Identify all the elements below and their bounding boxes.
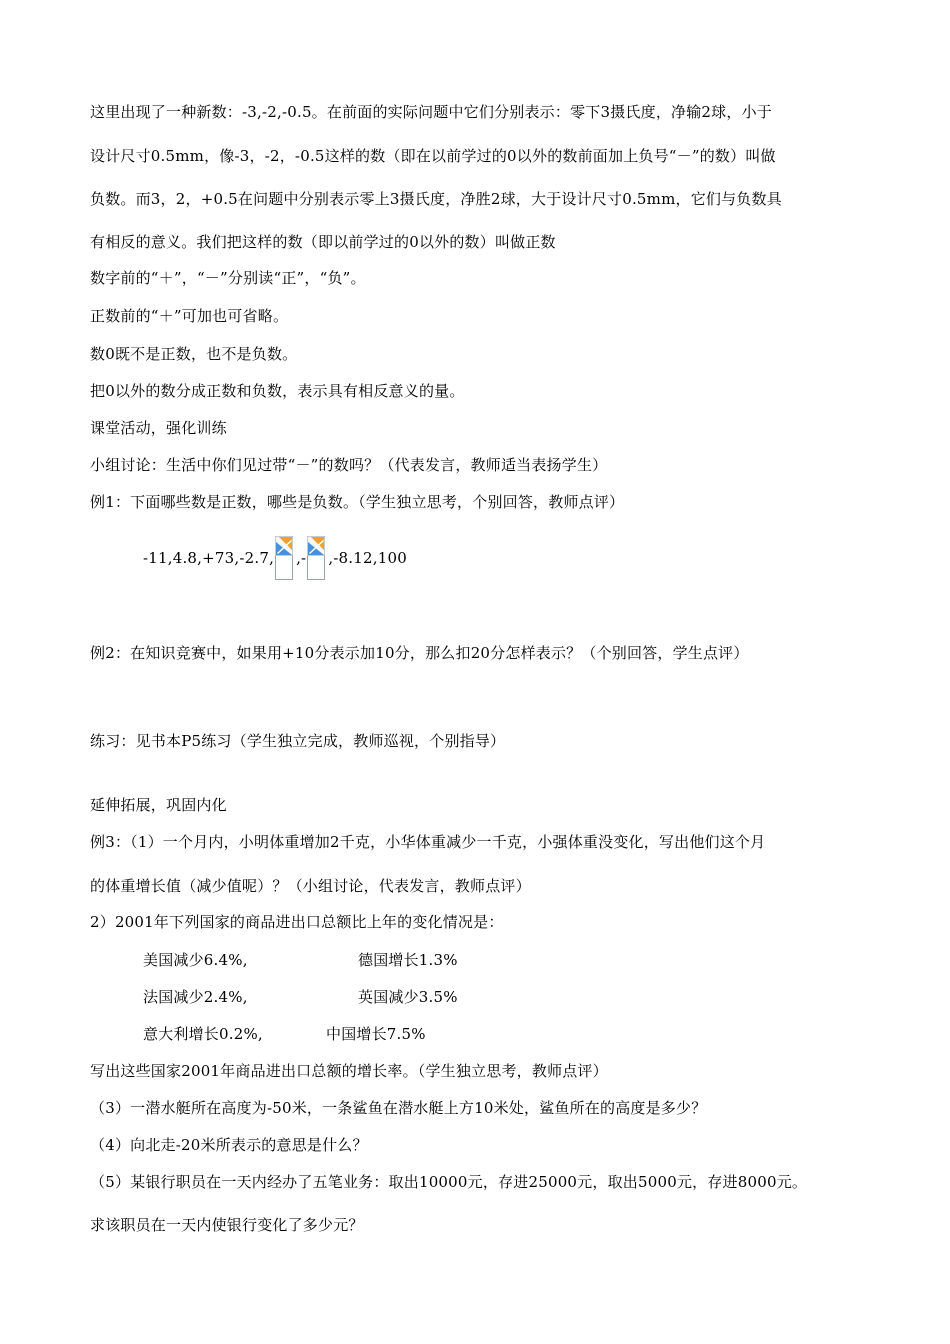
broken-image-icon	[307, 536, 327, 580]
country-change-italy: 意大利增长0.2%,	[143, 1025, 263, 1043]
number-list-part: ,-8.12,100	[328, 549, 407, 567]
country-change-germany: 德国增长1.3%	[358, 951, 458, 969]
paragraph-line: 把0以外的数分成正数和负数，表示具有相反意义的量。	[90, 382, 465, 400]
country-change-uk: 英国减少3.5%	[358, 988, 458, 1006]
number-list-part: -11,4.8,+73,-2.7,	[143, 549, 275, 567]
section-heading: 课堂活动，强化训练	[90, 419, 227, 437]
paragraph-line: 设计尺寸0.5mm，像-3，-2，-0.5这样的数（即在以前学过的0以外的数前面加上负号“－”的数）叫做	[90, 147, 776, 165]
section-heading: 延伸拓展，巩固内化	[90, 796, 227, 814]
paragraph-line: 2）2001年下列国家的商品进出口总额比上年的变化情况是：	[90, 913, 504, 931]
paragraph-line: （4）向北走-20米所表示的意思是什么？	[90, 1136, 368, 1154]
example-heading: 例2：在知识竞赛中，如果用+10分表示加10分，那么扣20分怎样表示？（个别回答，学生点评）	[90, 644, 749, 662]
paragraph-line: 数字前的“＋”，“－”分别读“正”，“负”。	[90, 269, 366, 287]
country-change-france: 法国减少2.4%,	[143, 988, 248, 1006]
example-1-numbers	[143, 536, 407, 580]
paragraph-line: 小组讨论：生活中你们见过带“－”的数吗？（代表发言，教师适当表扬学生）	[90, 456, 608, 474]
broken-image-icon	[275, 536, 295, 580]
country-change-usa: 美国减少6.4%,	[143, 951, 248, 969]
paragraph-line: （3）一潜水艇所在高度为-50米，一条鲨鱼在潜水艇上方10米处，鲨鱼所在的高度是多少？	[90, 1099, 707, 1117]
country-change-china: 中国增长7.5%	[326, 1025, 426, 1043]
paragraph-line: 求该职员在一天内使银行变化了多少元？	[90, 1216, 364, 1234]
paragraph-line: 数0既不是正数，也不是负数。	[90, 345, 298, 363]
paragraph-line: 这里出现了一种新数：-3,-2,-0.5。在前面的实际问题中它们分别表示：零下3摄氏度，净输2球，小于	[90, 103, 772, 121]
example-heading: 例3：（1）一个月内，小明体重增加2千克，小华体重减少一千克，小强体重没变化，写出他们这个月	[90, 833, 766, 851]
paragraph-line: 有相反的意义。我们把这样的数（即以前学过的0以外的数）叫做正数	[90, 233, 556, 251]
paragraph-line: 负数。而3，2，+0.5在问题中分别表示零上3摄氏度，净胜2球，大于设计尺寸0.5mm，它们与负数具	[90, 190, 782, 208]
example-heading: 例1：下面哪些数是正数，哪些是负数。（学生独立思考，个别回答，教师点评）	[90, 493, 625, 511]
paragraph-line: 正数前的“＋”可加也可省略。	[90, 307, 289, 325]
paragraph-line: 练习：见书本P5练习（学生独立完成，教师巡视，个别指导）	[90, 732, 506, 750]
paragraph-line: 的体重增长值（减少值呢）？（小组讨论，代表发言，教师点评）	[90, 877, 531, 895]
paragraph-line: 写出这些国家2001年商品进出口总额的增长率。（学生独立思考，教师点评）	[90, 1062, 608, 1080]
paragraph-line: （5）某银行职员在一天内经办了五笔业务：取出10000元，存进25000元，取出5000元，存进8000元。	[90, 1173, 808, 1191]
number-list-part: ,-	[296, 549, 307, 567]
